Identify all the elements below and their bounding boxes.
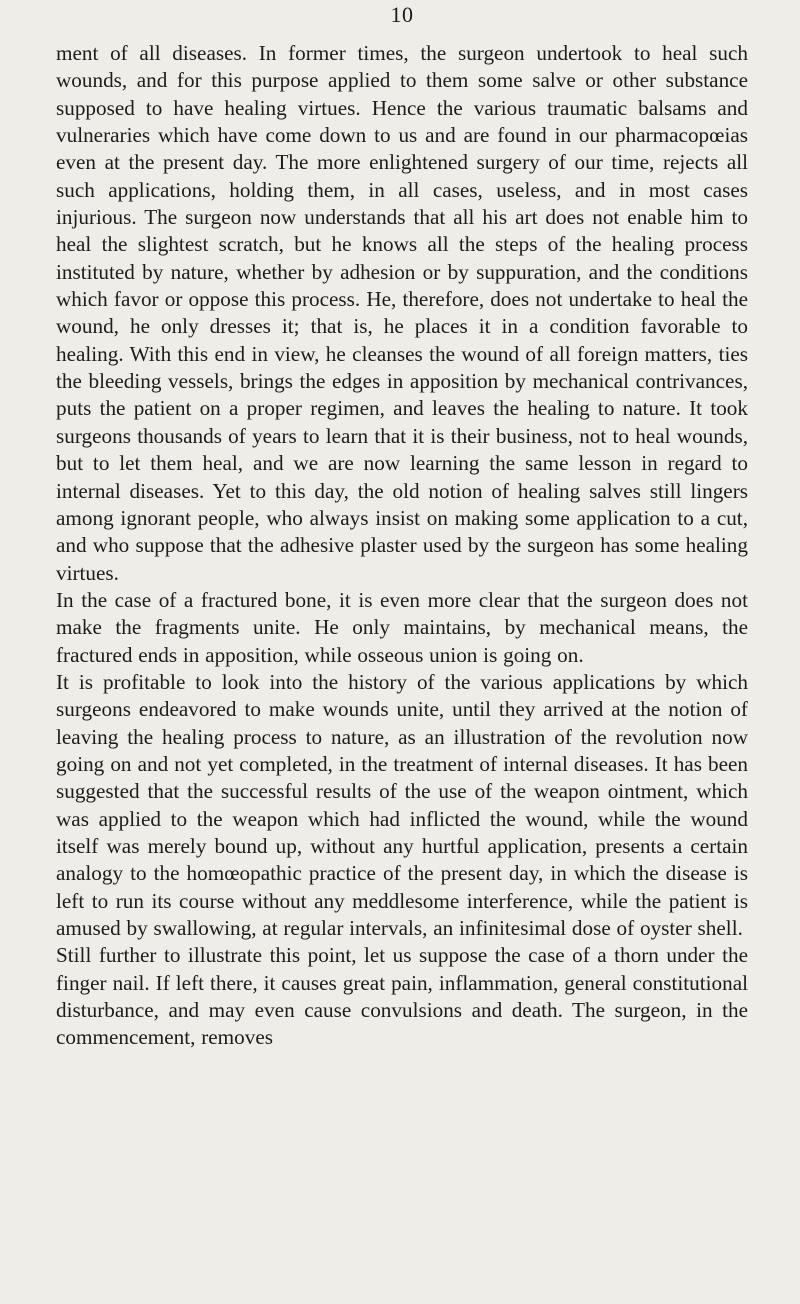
paragraph-2: In the case of a fractured bone, it is even more clear that the surgeon does not make the fragments unite. He only maintains, by mechanical means, the fractured ends in apposition, while osseous union is going on. xyxy=(56,587,748,667)
paragraph-3: It is profitable to look into the history of the various applications by which surgeons endeavored to make wounds unite, until they arrived at the notion of leaving the healing process to nature, as an illustration of the revolution now going on and not yet completed, in the treatment of internal diseases. It has been suggested that the successful results of the use of the weapon ointment, which was applied to the weapon which had inflicted the wound, while the wound itself was merely bound up, without any hurtful application, presents a certain analogy to the homœopathic practice of the present day, in which the disease is left to run its course without any meddlesome interference, while the patient is amused by swallowing, at regular intervals, an infinitesimal dose of oyster shell. xyxy=(56,669,748,940)
paragraph-1: ment of all diseases. In former times, the surgeon undertook to heal such wounds, and for this purpose applied to them some salve or other substance supposed to have healing virtues. Hence the various traumatic balsams and vulneraries which have come down to us and are found in our pharmacopœias even at the present day. The more enlightened surgery of our time, rejects all such applications, holding them, in all cases, useless, and in most cases injurious. The surgeon now understands that all his art does not enable him to heal the slightest scratch, but he knows all the steps of the healing process instituted by nature, whether by adhesion or by suppuration, and the conditions which favor or oppose this process. He, therefore, does not undertake to heal the wound, he only dresses it; that is, he places it in a condition favorable to healing. With this end in view, he cleanses the wound of all foreign matters, ties the bleeding vessels, brings the edges in apposition by mechanical contrivances, puts the patient on a proper regimen, and leaves the healing to nature. It took surgeons thousands of years to learn that it is their business, not to heal wounds, but to let them heal, and we are now learning the same lesson in regard to internal diseases. Yet to this day, the old notion of healing salves still lingers among ignorant people, who always insist on making some application to a cut, and who suppose that the adhesive plaster used by the surgeon has some healing virtues. xyxy=(56,41,748,585)
paragraph-4: Still further to illustrate this point, let us suppose the case of a thorn under the finger nail. If left there, it causes great pain, inflammation, general constitutional disturbance, and may even cause convulsions and death. The surgeon, in the commencement, removes xyxy=(56,943,748,1050)
page-number: 10 xyxy=(390,2,414,27)
page-body xyxy=(56,40,748,1052)
